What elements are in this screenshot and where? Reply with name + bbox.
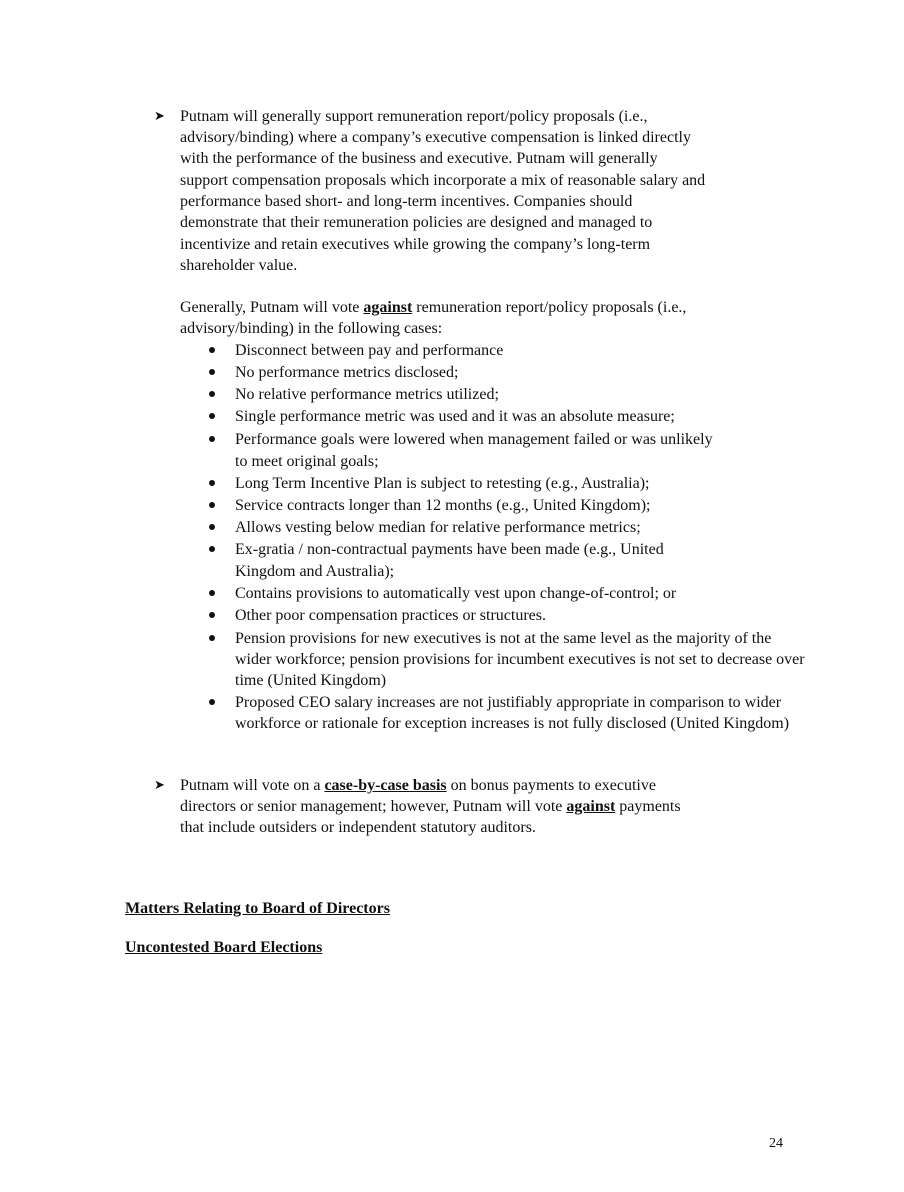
list-item: Disconnect between pay and performance — [235, 342, 504, 359]
text-run: payments — [615, 798, 681, 815]
list-item: Long Term Incentive Plan is subject to retesting (e.g., Australia); — [235, 475, 650, 492]
bullet-dot-icon — [209, 480, 215, 486]
text-run: Putnam will vote on a — [180, 777, 325, 794]
list-item: Proposed CEO salary increases are not justifiably appropriate in comparison to wider — [235, 694, 782, 711]
emphasis-case-by-case: case-by-case basis — [324, 777, 447, 794]
list-item: Ex-gratia / non-contractual payments have been made (e.g., United — [235, 541, 664, 558]
bullet-dot-icon — [209, 612, 215, 618]
list-item: Pension provisions for new executives is not at the same level as the majority of the — [235, 630, 772, 647]
list-item-continuation: to meet original goals; — [235, 453, 379, 470]
bullet-dot-icon — [209, 436, 215, 442]
bullet-dot-icon — [209, 502, 215, 508]
list-item-continuation: Kingdom and Australia); — [235, 563, 395, 580]
paragraph-line: demonstrate that their remuneration policies are designed and managed to — [180, 214, 653, 231]
bullet-dot-icon — [209, 413, 215, 419]
section-heading-board-matters: Matters Relating to Board of Directors — [125, 900, 390, 917]
paragraph-line: shareholder value. — [180, 257, 298, 274]
list-item-continuation: wider workforce; pension provisions for incumbent executives is not set to decrease over — [235, 651, 805, 668]
list-item: Contains provisions to automatically vest upon change-of-control; or — [235, 585, 677, 602]
list-item-continuation: time (United Kingdom) — [235, 672, 387, 689]
paragraph-line: that include outsiders or independent statutory auditors. — [180, 819, 536, 836]
list-item: Allows vesting below median for relative performance metrics; — [235, 519, 641, 536]
section-heading-uncontested-elections: Uncontested Board Elections — [125, 939, 323, 956]
list-item: Performance goals were lowered when management failed or was unlikely — [235, 431, 713, 448]
bullet-dot-icon — [209, 347, 215, 353]
list-item: Service contracts longer than 12 months (e.g., United Kingdom); — [235, 497, 651, 514]
paragraph-line: incentivize and retain executives while growing the company’s long-term — [180, 236, 651, 253]
bullet-dot-icon — [209, 369, 215, 375]
bullet-dot-icon — [209, 546, 215, 552]
bullet-dot-icon — [209, 391, 215, 397]
paragraph-line: advisory/binding) in the following cases: — [180, 320, 443, 337]
paragraph-line — [180, 796, 681, 817]
list-item-continuation: workforce or rationale for exception increases is not fully disclosed (United Kingdom) — [235, 715, 790, 732]
list-item: No performance metrics disclosed; — [235, 364, 459, 381]
emphasis-against: against — [566, 798, 616, 815]
bullet-dot-icon — [209, 699, 215, 705]
page-number: 24 — [769, 1136, 783, 1151]
emphasis-against: against — [363, 299, 413, 316]
paragraph-line: advisory/binding) where a company’s executive compensation is linked directly — [180, 129, 691, 146]
arrow-bullet-icon: ➤ — [154, 778, 165, 793]
text-run: remuneration report/policy proposals (i.e., — [412, 299, 687, 316]
list-item: Single performance metric was used and it was an absolute measure; — [235, 408, 675, 425]
paragraph-line — [180, 775, 656, 796]
bullet-dot-icon — [209, 635, 215, 641]
paragraph-line: Putnam will generally support remuneration report/policy proposals (i.e., — [180, 108, 648, 125]
text-run: Generally, Putnam will vote — [180, 299, 364, 316]
paragraph-line — [180, 297, 686, 318]
bullet-dot-icon — [209, 590, 215, 596]
paragraph-line: performance based short- and long-term incentives. Companies should — [180, 193, 633, 210]
bullet-dot-icon — [209, 524, 215, 530]
arrow-bullet-icon: ➤ — [154, 109, 165, 124]
list-item: No relative performance metrics utilized; — [235, 386, 499, 403]
paragraph-line: with the performance of the business and executive. Putnam will generally — [180, 150, 658, 167]
text-run: on bonus payments to executive — [446, 777, 656, 794]
text-run: directors or senior management; however, Putnam will vote — [180, 798, 567, 815]
list-item: Other poor compensation practices or structures. — [235, 607, 547, 624]
paragraph-line: support compensation proposals which incorporate a mix of reasonable salary and — [180, 172, 706, 189]
